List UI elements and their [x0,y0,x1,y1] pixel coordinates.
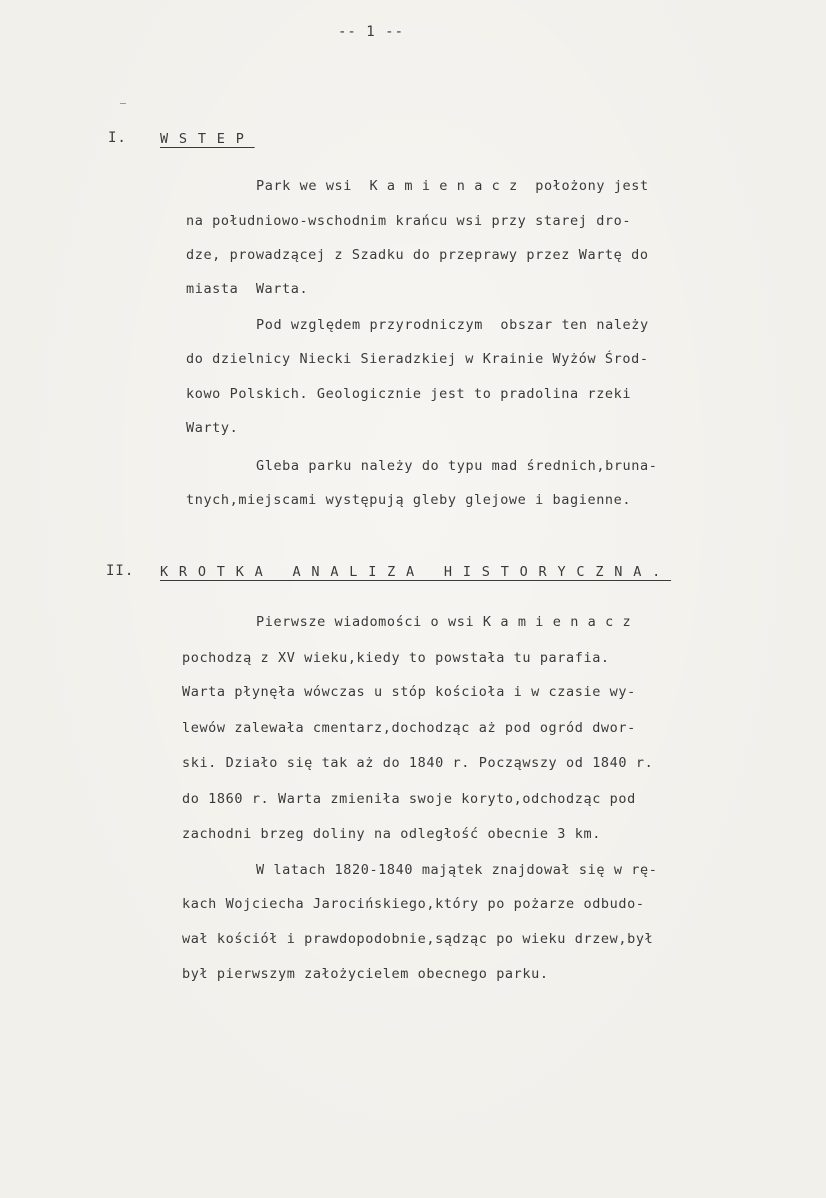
section-2-title: KROTKA ANALIZA HISTORYCZNA. [160,564,672,580]
section-1-line: tnych,miejscami występują gleby glejowe i bagienne. [186,492,632,508]
section-2-line: zachodni brzeg doliny na odległość obecnie 3 km. [182,826,601,842]
section-1-number: I. [108,130,127,146]
section-1-line: Warty. [186,420,239,436]
section-2-line: W latach 1820-1840 majątek znajdował się w rę- [256,862,658,878]
section-2-line: kach Wojciecha Jarocińskiego,który po pożarze odbudo- [182,896,645,912]
section-1-line: kowo Polskich. Geologicznie jest to pradolina rzeki [186,386,632,402]
section-1-line: dze, prowadzącej z Szadku do przeprawy przez Wartę do [186,247,649,263]
section-1-line: miasta Warta. [186,281,309,297]
section-1-title: WSTEP [160,131,255,147]
section-1-line: Gleba parku należy do typu mad średnich,bruna- [256,458,658,474]
page-number: -- 1 -- [338,24,405,40]
section-1-line: Park we wsi K a m i e n a c z położony jest [256,178,649,194]
margin-mark [120,103,126,104]
section-2-line: lewów zalewała cmentarz,dochodząc aż pod ogród dwor- [182,720,636,736]
section-2-line: ski. Działo się tak aż do 1840 r. Począwszy od 1840 r. [182,755,654,771]
section-2-line: był pierwszym założycielem obecnego parku. [182,966,549,982]
section-1-line: Pod względem przyrodniczym obszar ten należy [256,317,649,333]
section-2-line: do 1860 r. Warta zmieniła swoje koryto,odchodząc pod [182,791,636,807]
section-2-line: Pierwsze wiadomości o wsi K a m i e n a c z [256,614,632,630]
section-2-number: II. [106,563,135,579]
section-2-line: pochodzą z XV wieku,kiedy to powstała tu parafia. [182,650,610,666]
section-1-line: do dzielnicy Niecki Sieradzkiej w Krainie Wyżów Środ- [186,351,649,367]
section-1-line: na południowo-wschodnim krańcu wsi przy starej dro- [186,213,632,229]
section-2-line: wał kościół i prawdopodobnie,sądząc po wieku drzew,był [182,931,654,947]
section-2-line: Warta płynęła wówczas u stóp kościoła i w czasie wy- [182,684,636,700]
